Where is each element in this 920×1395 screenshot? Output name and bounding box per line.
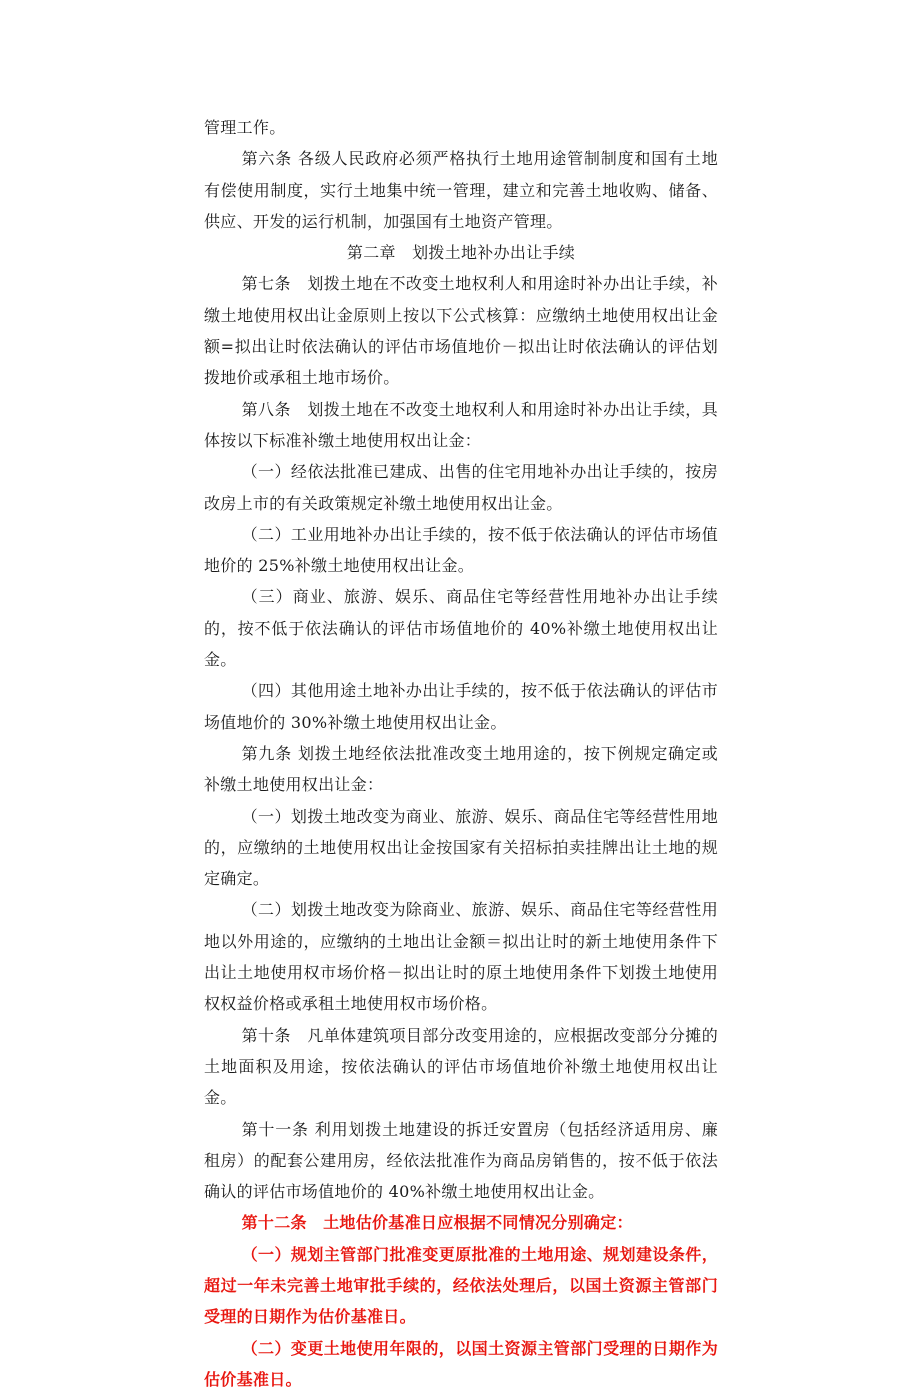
paragraph: （二）划拨土地改变为除商业、旅游、娱乐、商品住宅等经营性用地以外用途的，应缴纳的土地出让金额＝拟出让时的新土地使用条件下出让土地使用权市场价格－拟出让时的原土地使用条件下划拨土地使用权权益价格或承租土地使用权市场价格。 xyxy=(204,900,718,1014)
paragraph: （二）工业用地补办出让手续的，按不低于依法确认的评估市场值地价的 25%补缴土地使用权出让金。 xyxy=(204,524,718,576)
paragraph: 第十一条 利用划拨土地建设的拆迁安置房（包括经济适用房、廉租房）的配套公建用房，经依法批准作为商品房销售的，按不低于依法确认的评估市场值地价的 40%补缴土地使用权出让金。 xyxy=(204,1119,718,1202)
paragraph: 第十二条 土地估价基准日应根据不同情况分别确定： xyxy=(241,1213,633,1233)
paragraph: （三）商业、旅游、娱乐、商品住宅等经营性用地补办出让手续的，按不低于依法确认的评估市场值地价的 40%补缴土地使用权出让金。 xyxy=(204,587,718,670)
chapter-heading: 第二章 划拨土地补办出让手续 xyxy=(346,243,576,263)
paragraph: 第八条 划拨土地在不改变土地权利人和用途时补办出让手续，具体按以下标准补缴土地使用权出让金： xyxy=(204,399,718,450)
paragraph: 第七条 划拨土地在不改变土地权利人和用途时补办出让手续，补缴土地使用权出让金原则上按以下公式核算：应缴纳土地使用权出让金额=拟出让时依法确认的评估市场值地价－拟出让时依法确认的评估划拨地价或承租土地市场价。 xyxy=(204,274,718,388)
paragraph: （一）规划主管部门批准变更原批准的土地用途、规划建设条件，超过一年未完善土地审批手续的，经依法处理后，以国土资源主管部门受理的日期作为估价基准日。 xyxy=(204,1244,718,1327)
paragraph: （一）经依法批准已建成、出售的住宅用地补办出让手续的，按房改房上市的有关政策规定补缴土地使用权出让金。 xyxy=(204,462,718,513)
paragraph: 管理工作。 xyxy=(204,118,286,137)
paragraph: （一）划拨土地改变为商业、旅游、娱乐、商品住宅等经营性用地的，应缴纳的土地使用权出让金按国家有关招标拍卖挂牌出让土地的规定确定。 xyxy=(204,806,718,889)
paragraph: 第十条 凡单体建筑项目部分改变用途的，应根据改变部分分摊的土地面积及用途，按依法确认的评估市场值地价补缴土地使用权出让金。 xyxy=(204,1025,718,1108)
paragraph: 第六条 各级人民政府必须严格执行土地用途管制制度和国有土地有偿使用制度，实行土地集中统一管理，建立和完善土地收购、储备、供应、开发的运行机制，加强国有土地资产管理。 xyxy=(204,149,718,231)
document-body xyxy=(204,112,718,1395)
paragraph: （二）变更土地使用年限的，以国土资源主管部门受理的日期作为估价基准日。 xyxy=(204,1338,718,1389)
paragraph: 第九条 划拨土地经依法批准改变土地用途的，按下例规定确定或补缴土地使用权出让金： xyxy=(204,743,718,795)
paragraph: （四）其他用途土地补办出让手续的，按不低于依法确认的评估市场值地价的 30%补缴土地使用权出让金。 xyxy=(204,681,718,732)
